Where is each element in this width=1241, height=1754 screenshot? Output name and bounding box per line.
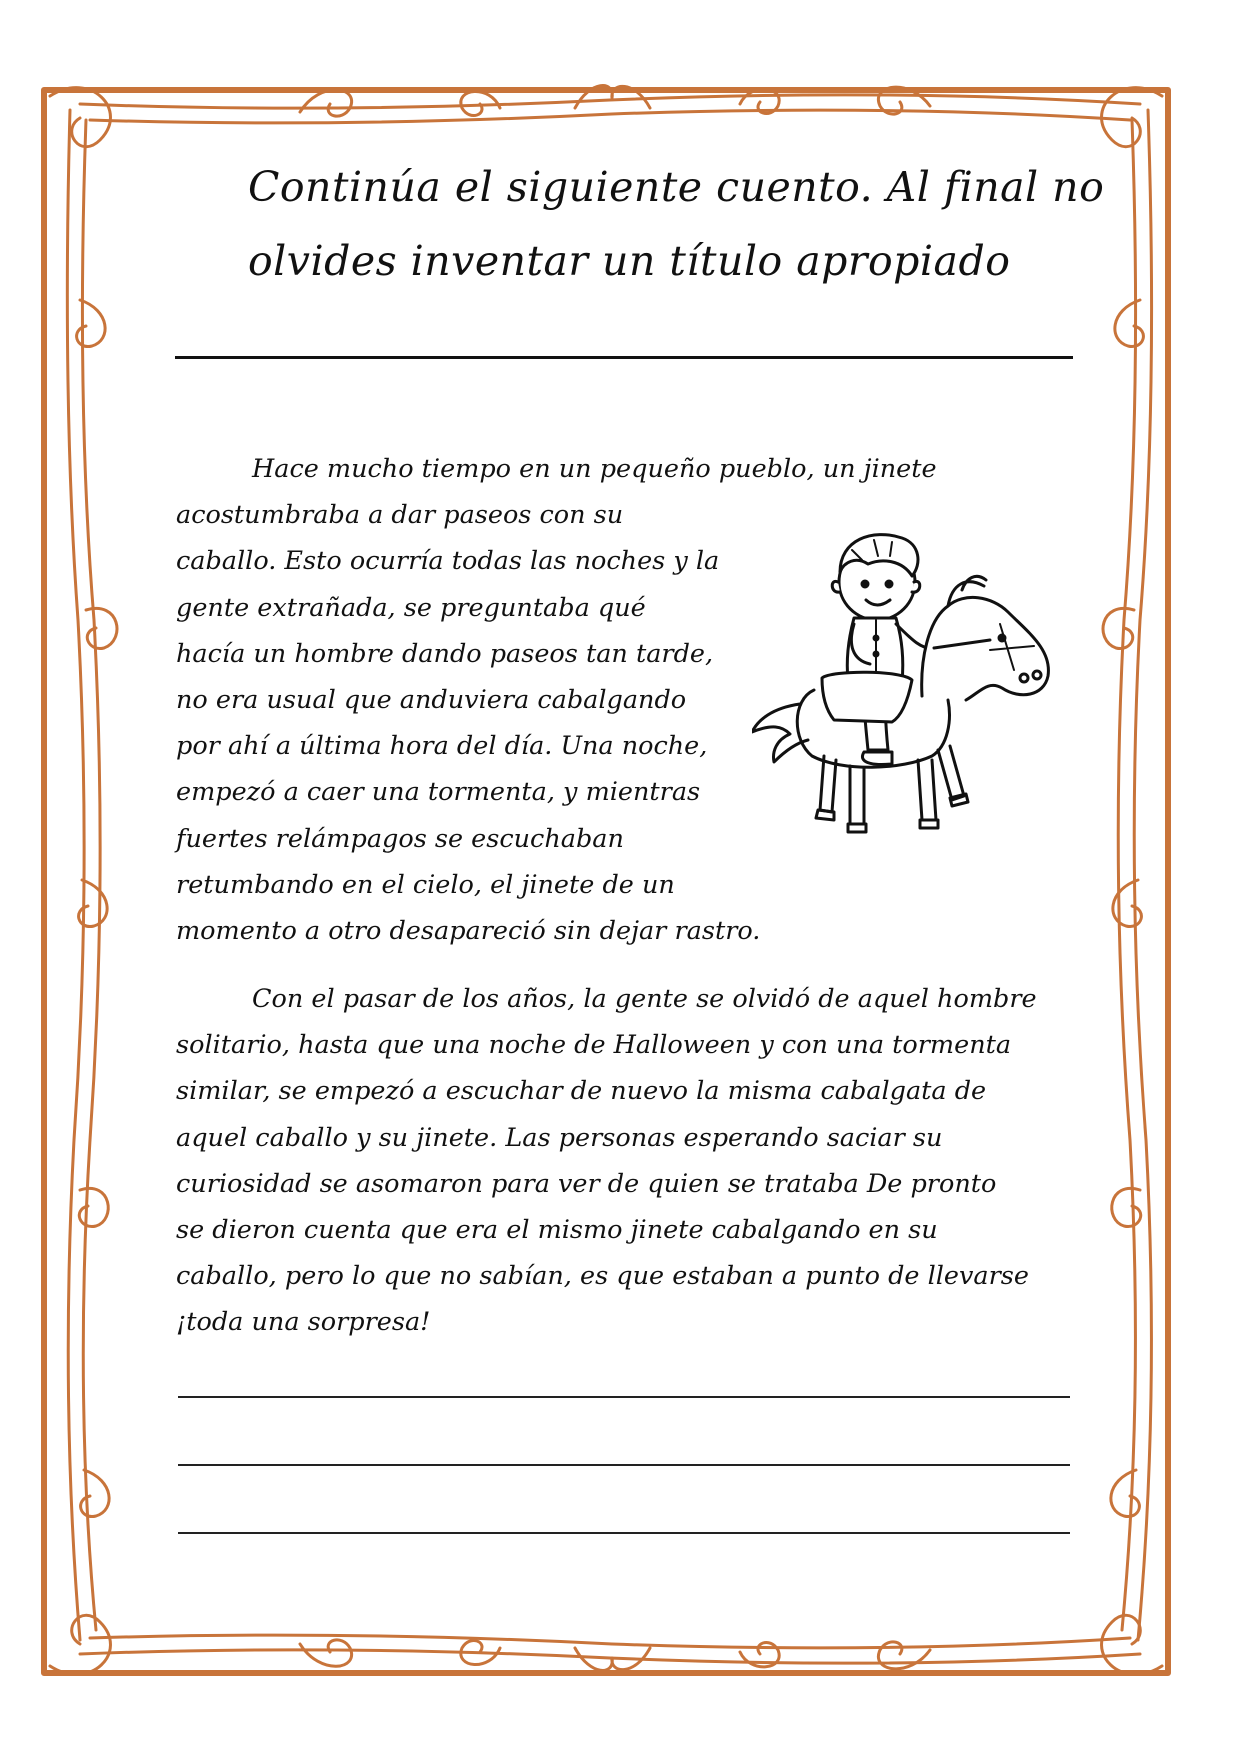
- worksheet-instructions: [248, 150, 1105, 298]
- paragraph-2-line-3: similar, se empezó a escuchar de nuevo la misma cabalgata de: [176, 1076, 987, 1107]
- answer-line-2[interactable]: [178, 1464, 1070, 1466]
- paragraph-2-line-1: Con el pasar de los años, la gente se olvidó de aquel hombre: [252, 984, 1037, 1014]
- paragraph-1-line-1: Hace mucho tiempo en un pequeño pueblo, un jinete: [252, 454, 937, 484]
- paragraph-1-line-11: momento a otro desapareció sin dejar rastro.: [176, 916, 761, 947]
- paragraph-1-line-5: hacía un hombre dando paseos tan tarde,: [176, 638, 714, 669]
- answer-line-3[interactable]: [178, 1532, 1070, 1534]
- paragraph-1-line-4: gente extrañada, se preguntaba qué: [176, 592, 646, 623]
- paragraph-1-line-6: no era usual que anduviera cabalgando: [176, 685, 687, 716]
- paragraph-2-line-2: solitario, hasta que una noche de Halloween y con una tormenta: [176, 1030, 1012, 1061]
- paragraph-2-line-6: se dieron cuenta que era el mismo jinete cabalgando en su: [176, 1215, 938, 1246]
- paragraph-2-line-8: ¡toda una sorpresa!: [176, 1307, 431, 1338]
- paragraph-2-line-5: curiosidad se asomaron para ver de quien se trataba De pronto: [176, 1168, 997, 1199]
- paragraph-1-line-7: por ahí a última hora del día. Una noche,: [176, 731, 708, 762]
- instruction-line-1: Continúa el siguiente cuento. Al final no: [248, 163, 1105, 211]
- boy-on-horse-illustration: [752, 520, 1062, 875]
- paragraph-1-line-2: acostumbraba a dar paseos con su: [176, 500, 624, 531]
- paragraph-2-line-7: caballo, pero lo que no sabían, es que estaban a punto de llevarse: [176, 1261, 1029, 1292]
- paragraph-1-line-8: empezó a caer una tormenta, y mientras: [176, 777, 701, 808]
- story-paragraph-2: [176, 976, 1037, 1346]
- paragraph-1-line-10: retumbando en el cielo, el jinete de un: [176, 869, 675, 900]
- instruction-line-2: olvides inventar un título apropiado: [248, 237, 1011, 285]
- paragraph-1-line-3: caballo. Esto ocurría todas las noches y la: [176, 546, 720, 577]
- paragraph-1-line-9: fuertes relámpagos se escuchaban: [176, 823, 624, 854]
- title-answer-line[interactable]: [175, 356, 1073, 359]
- paragraph-2-line-4: aquel caballo y su jinete. Las personas esperando saciar su: [176, 1122, 943, 1153]
- answer-line-1[interactable]: [178, 1396, 1070, 1398]
